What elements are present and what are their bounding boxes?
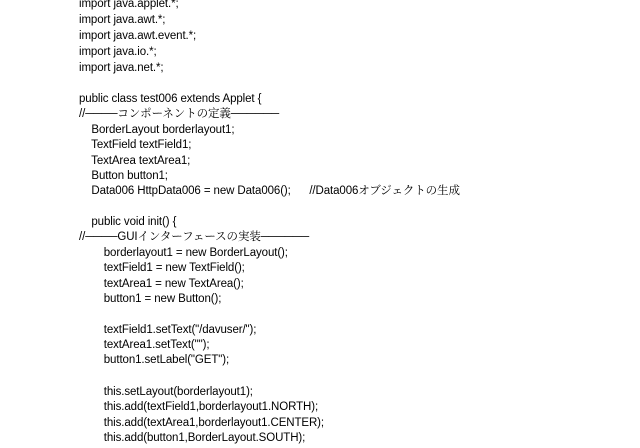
code-line: //────GUIインターフェースの実装────── <box>79 231 310 243</box>
code-line: button1 = new Button(); <box>79 293 222 305</box>
code-line: public class test006 extends Applet { <box>79 93 262 105</box>
code-line: import java.awt.event.*; <box>79 30 197 42</box>
code-line: textArea1.setText(""); <box>79 339 210 351</box>
code-line: textArea1 = new TextArea(); <box>79 278 244 290</box>
code-line: this.add(textField1,borderlayout1.NORTH); <box>79 401 319 413</box>
code-line: textField1.setText("/davuser/"); <box>79 324 257 336</box>
code-line: borderlayout1 = new BorderLayout(); <box>79 247 288 259</box>
code-line: this.add(button1,BorderLayout.SOUTH); <box>79 432 306 444</box>
code-line: this.add(textArea1,borderlayout1.CENTER); <box>79 417 325 429</box>
code-line: TextArea textArea1; <box>79 155 191 167</box>
code-line: //────コンポーネントの定義────── <box>79 108 280 120</box>
code-line: Button button1; <box>79 170 168 182</box>
code-line: TextField textField1; <box>79 139 192 151</box>
code-line: textField1 = new TextField(); <box>79 262 245 274</box>
code-line: import java.net.*; <box>79 62 164 74</box>
code-line: button1.setLabel("GET"); <box>79 354 230 366</box>
code-line: BorderLayout borderlayout1; <box>79 124 235 136</box>
code-line: Data006 HttpData006 = new Data006(); //Data006オブジェクトの生成 <box>79 185 460 197</box>
code-line: import java.applet.*; <box>79 0 179 10</box>
code-line: import java.io.*; <box>79 46 157 58</box>
code-line: import java.awt.*; <box>79 14 166 26</box>
code-line: public void init() { <box>79 216 177 228</box>
code-line: this.setLayout(borderlayout1); <box>79 386 253 398</box>
